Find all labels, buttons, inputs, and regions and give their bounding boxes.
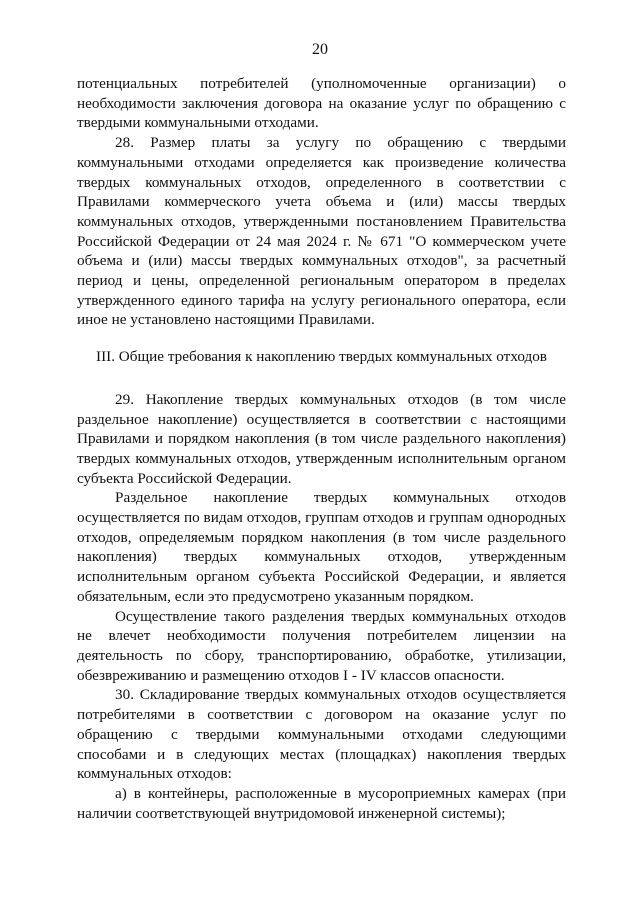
paragraph-30: 30. Складирование твердых коммунальных отходов осуществляется потребителями в соответствии с договором на оказание услуг по обращению с твердыми коммунальными отходами следующими способами и в следующих местах (площадках) накопления твердых коммунальных отходов: xyxy=(77,686,566,783)
paragraph-separation-license: Осуществление такого разделения твердых коммунальных отходов не влечет необходимости получения потребителем лицензии на деятельность по сбору, транспортированию, обработке, утилизации, обезвреживанию и размещению отходов I - IV классов опасности. xyxy=(77,607,566,684)
paragraph-continuation: потенциальных потребителей (уполномоченные организации) о необходимости заключения договора на оказание услуг по обращению с твердыми коммунальными отходами. xyxy=(77,75,566,132)
document-body xyxy=(77,74,566,823)
paragraph-29: 29. Накопление твердых коммунальных отходов (в том числе раздельное накопление) осуществляется в соответствии с настоящими Правилами и порядком накопления (в том числе раздельного накопления) твердых коммунальных отходов, утвержденным исполнительным органом субъекта Российской Федерации. xyxy=(77,390,566,487)
page-number: 20 xyxy=(312,41,328,58)
section-heading: III. Общие требования к накоплению твердых коммунальных отходов xyxy=(96,348,547,366)
paragraph-28: 28. Размер платы за услугу по обращению с твердыми коммунальными отходами определяется как произведение количества твердых коммунальных отходов, определенного в соответствии с Правилами коммерческого учета объема и (или) массы твердых коммунальных отходов, утвержденными постановлением Правительства Российской Федерации от 24 мая 2024 г. № 671 "О коммерческом учете объема и (или) массы твердых коммунальных отходов", за расчетный период и цены, определенной региональным оператором в пределах утвержденного единого тарифа на услугу регионального оператора, если иное не установлено настоящими Правилами. xyxy=(77,134,566,329)
paragraph-separate-accumulation: Раздельное накопление твердых коммунальных отходов осуществляется по видам отходов, группам отходов и группам однородных отходов, определяемым порядком накопления (в том числе раздельного накопления) твердых коммунальных отходов, утвержденным исполнительным органом субъекта Российской Федерации, и является обязательным, если это предусмотрено указанным порядком. xyxy=(77,489,566,605)
paragraph-30-item-a: а) в контейнеры, расположенные в мусороприемных камерах (при наличии соответствующей внутридомовой инженерной системы); xyxy=(77,784,566,822)
